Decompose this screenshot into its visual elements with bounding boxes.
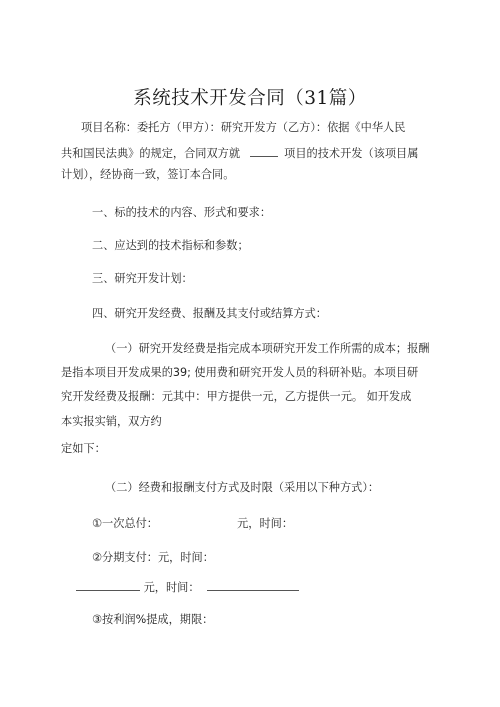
section-heading-3: 三、研究开发计划： bbox=[92, 272, 193, 285]
intro-line-3: 计划），经协商一致，签订本合同。 bbox=[61, 168, 235, 181]
section-heading-1: 一、标的技术的内容、形式和要求： bbox=[92, 206, 272, 219]
installment-amount-blank bbox=[76, 578, 140, 591]
project-name-blank bbox=[250, 144, 278, 157]
intro-line-2-text-b: 项目的技术开发（该项目属 bbox=[284, 147, 419, 160]
intro-line-1: 项目名称：委托方（甲方）：研究开发方（乙方）：依据《中华人民 bbox=[81, 121, 406, 134]
intro-line-2-text-a: 共和国民法典》的规定，合同双方就 bbox=[61, 147, 241, 160]
para1-line-3: 究开发经费及报酬：元其中：甲方提供一元，乙方提供一元。 如开发成 bbox=[61, 390, 412, 403]
para1-line-1: （一）研究开发经费是指完成本项研究开发工作所需的成本；报酬 bbox=[105, 342, 430, 355]
option-1-amount-time: 元，时间： bbox=[237, 517, 294, 530]
intro-line-2 bbox=[61, 144, 418, 162]
option-1-lump-sum bbox=[92, 516, 293, 532]
option-2-cont-text: 元，时间： bbox=[143, 581, 200, 594]
para1-line-2: 是指本项目开发成果的39; 使用费和研究开发人员的科研补贴。本项目研 bbox=[61, 366, 419, 379]
section-heading-4: 四、研究开发经费、报酬及其支付或结算方式： bbox=[92, 307, 327, 320]
section-heading-2: 二、应达到的技术指标和参数； bbox=[92, 239, 249, 252]
para1-line-5: 定如下： bbox=[61, 442, 106, 455]
document-title: 系统技术开发合同（31篇） bbox=[133, 88, 367, 109]
option-1-label: ①一次总付： bbox=[92, 517, 158, 530]
para2-line-1: （二）经费和报酬支付方式及时限（采用以下种方式）： bbox=[105, 481, 380, 494]
option-2-continuation bbox=[76, 578, 299, 596]
para1-line-4: 本实报实销，双方约 bbox=[61, 415, 162, 428]
installment-time-blank bbox=[207, 578, 299, 591]
option-2-installments: ②分期支付：元，时间： bbox=[92, 551, 214, 564]
option-3-profit-share: ③按利润%提成，期限： bbox=[92, 613, 214, 626]
